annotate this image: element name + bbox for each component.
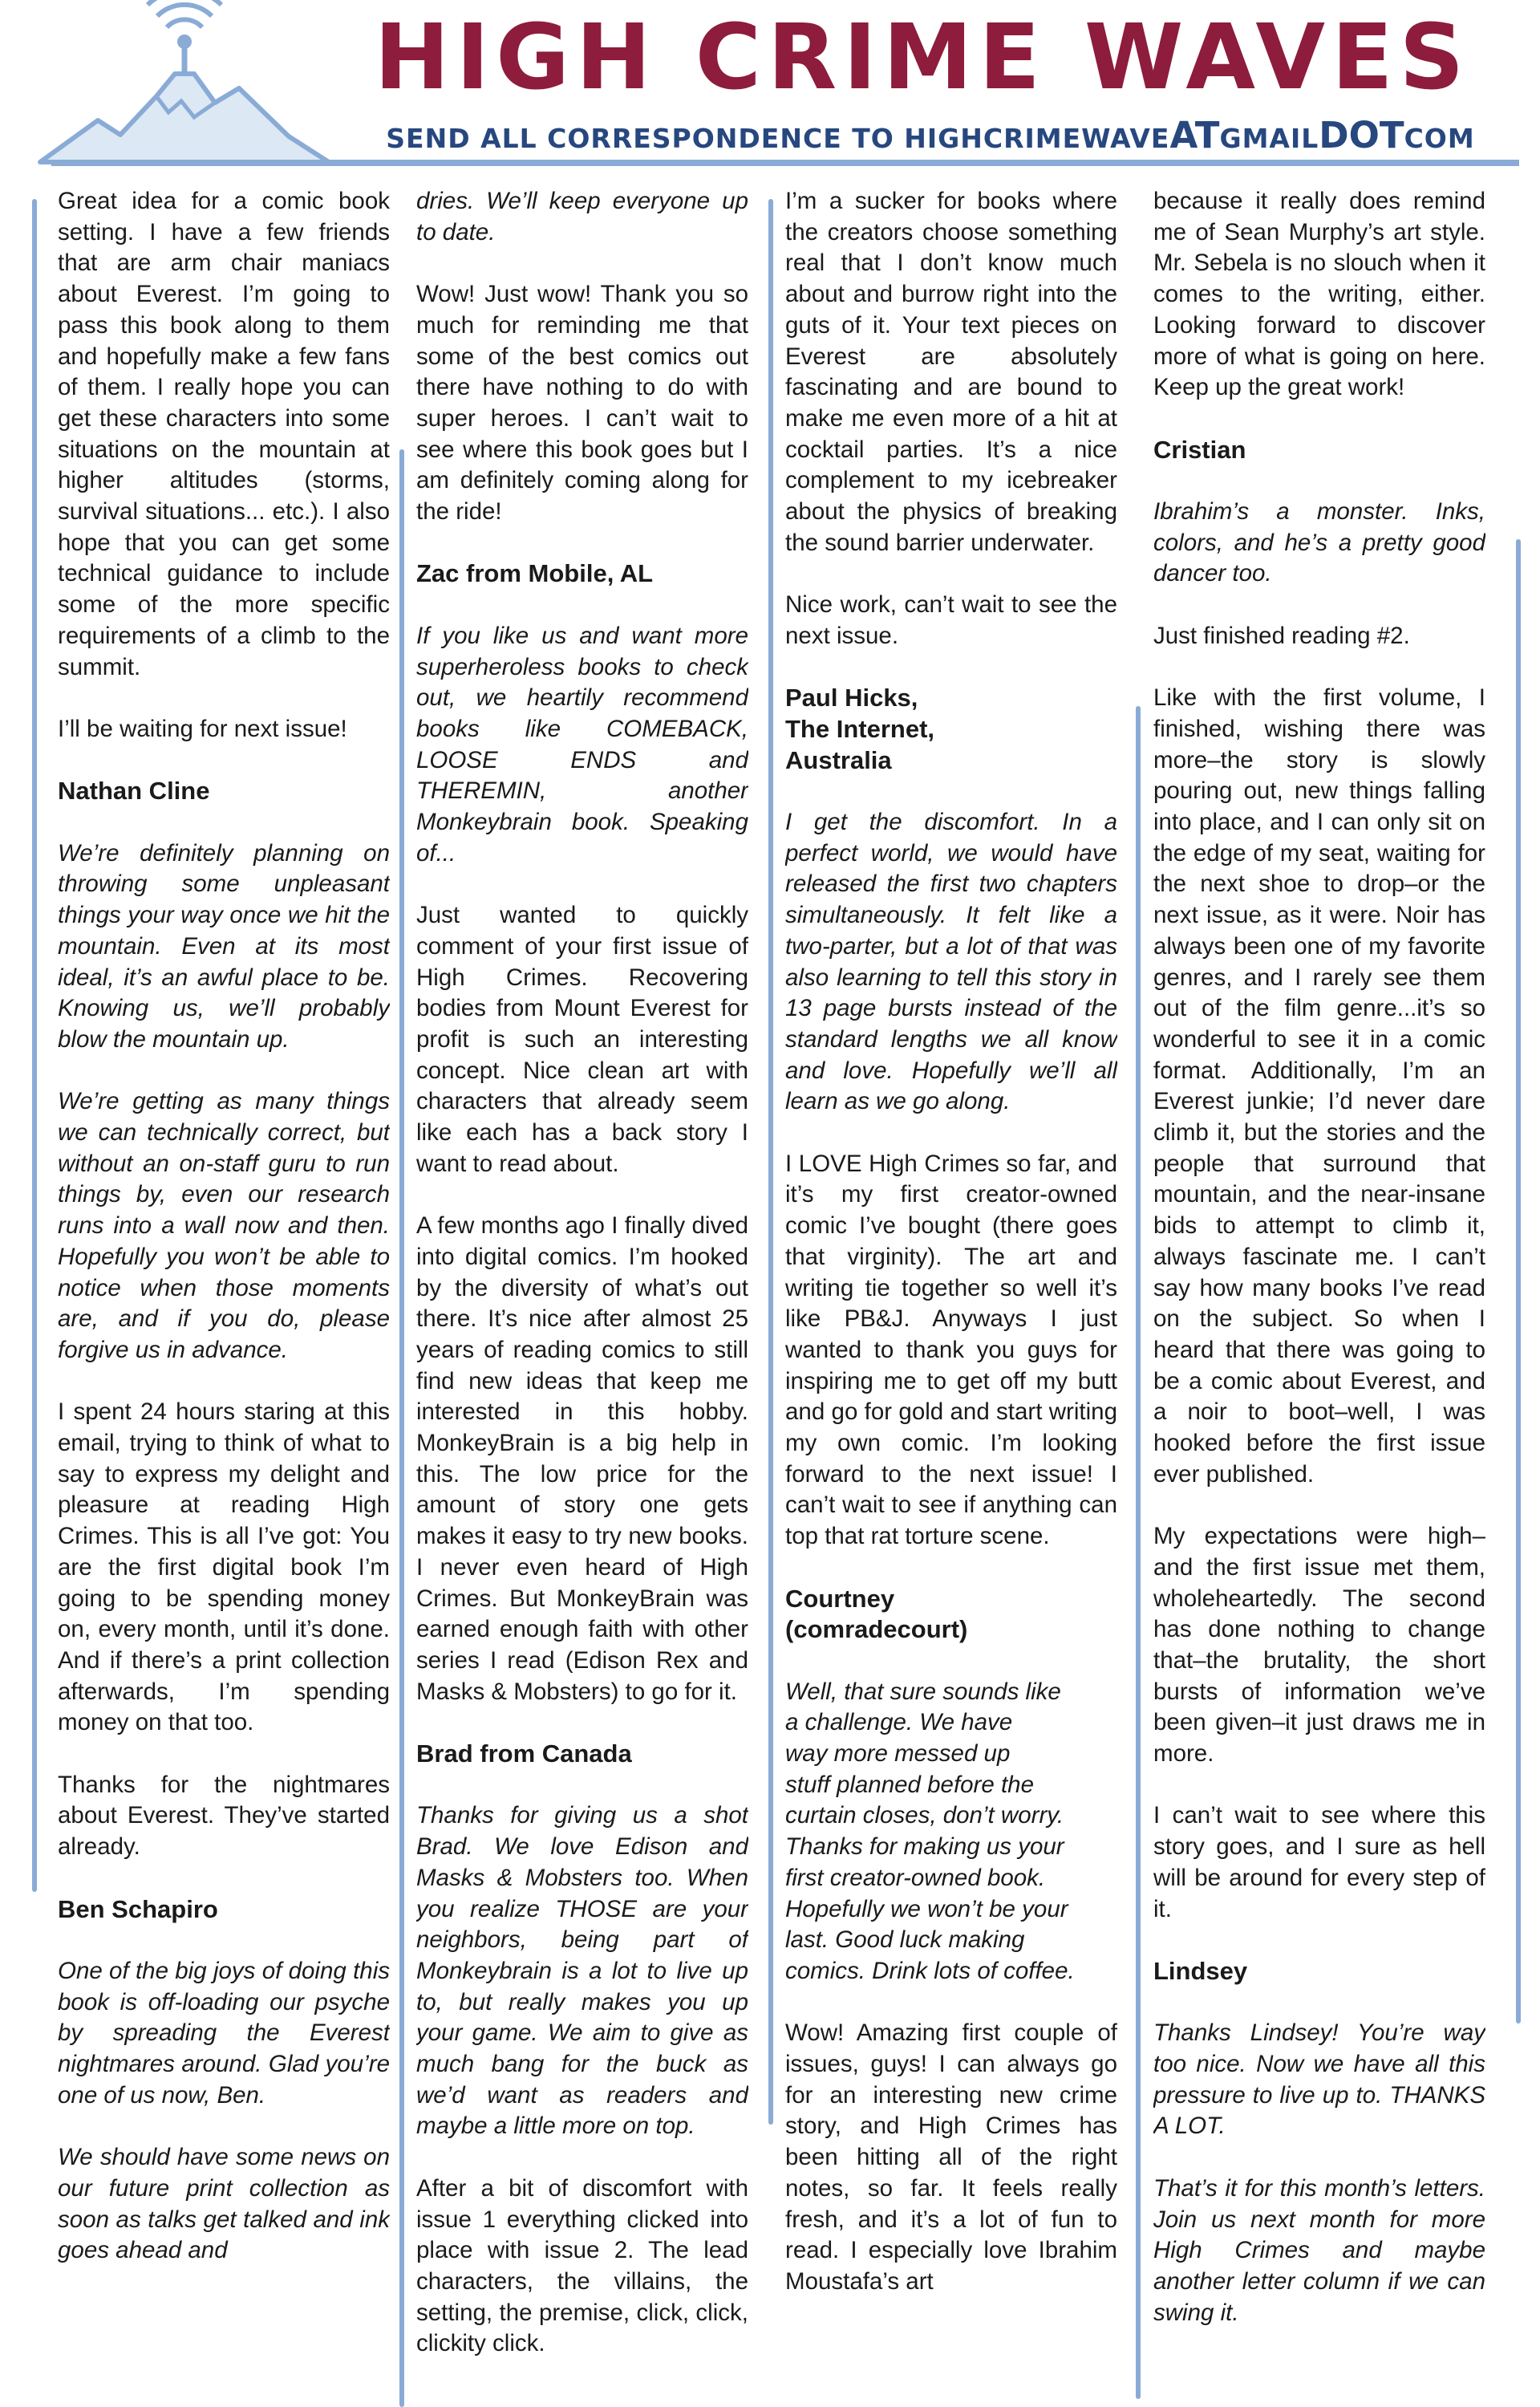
letter-author: Nathan Cline — [58, 777, 210, 806]
letter-text: Great idea for a comic book setting. I have a few friends that are arm chair maniacs about Everest. I’m going to pass this book along to them and hopefully make a few fans of them. I really hope you can get these characters into some situations on the mountain at higher altitudes (storms, survival situations... etc.). I also hope that you can get some technical guidance to include some of the more specific requirements of a climb to the summit. — [58, 188, 390, 680]
reply-line: last. Good luck making — [785, 1926, 1025, 1954]
letters-column-4 — [1153, 186, 1485, 2393]
tagline-text: SEND ALL CORRESPONDENCE TO HIGHCRIMEWAVE — [386, 123, 1170, 154]
letter-author — [785, 1584, 1117, 1646]
reply-line: stuff planned before the — [785, 1771, 1034, 1798]
letter-author: Zac from Mobile, AL — [416, 559, 654, 588]
letters-column-2 — [416, 186, 748, 2393]
letter-text: A few months ago I finally dived into digital comics. I’m hooked by the diversity of what’s out there. It’s nice after almost 25 years of reading comics to still find new ideas that keep me interested in this hobby. MonkeyBrain is a big help in this. The low price for the amount of story one gets makes it easy to try new books. I never even heard of High Crimes. But MonkeyBrain was earned enough faith with other series I read (Edison Rex and Masks & Mobsters) to go for it. — [416, 1212, 748, 1705]
page-title: HIGH CRIME WAVES — [374, 6, 1471, 110]
reply-line: Well, that sure sounds like — [785, 1678, 1061, 1705]
letter-text: I LOVE High Crimes so far, and it’s my first creator-owned comic I’ve bought (there goes that virginity). The art and writing tie together so well it’s like PB&J. Anyways I just wanted to thank you guys for inspiring me to get off my butt and go for gold and start writing my own comic. I’m looking forward to the next issue! I can’t wait to see if anything can top that rat torture scene. — [785, 1150, 1117, 1550]
letters-column-3 — [785, 186, 1117, 2393]
tagline-at: AT — [1169, 114, 1220, 156]
letter-text: Like with the first volume, I finished, wishing there was more–the story is slowly pouring out, new things falling into place, and I can only sit on the edge of my seat, waiting for the next shoe to drop–or the next issue, as it were. Noir has always been one of my favorite genres, and I rarely see them out of the film genre...it’s so wonderful to see it in a comic format. Additionally, I’m an Everest junkie; I’d never dare climb it, but the stories and the people that surround that mountain, and the near-insane bids to attempt to climb it, always fascinate me. I can’t say how many books I’ve read on the subject. So when I heard that there was going to be a comic about Everest, and a noir to boot–well, I was hooked before the first issue ever published. — [1153, 684, 1485, 1488]
letter-text: Wow! Just wow! Thank you so much for reminding me that some of the best comics out there have nothing to do with super heroes. I can’t wait to see where this book goes but I am definitely coming along for the ride! — [416, 281, 748, 526]
letter-text: because it really does remind me of Sean Murphy’s art style. Mr. Sebela is no slouch when it comes to the writing, either. Looking forward to discover more of what is going on here. Keep up the great work! — [1153, 188, 1485, 401]
editor-reply: Ibrahim’s a monster. Inks, colors, and he’s a pretty good dancer too. — [1153, 498, 1485, 587]
editor-reply: That’s it for this month’s letters. Join us next month for more High Crimes and maybe another letter column if we can swing it. — [1153, 2174, 1485, 2326]
reply-line: first creator-owned book. — [785, 1864, 1046, 1891]
column-divider — [399, 449, 404, 2407]
author-line: Australia — [785, 745, 892, 774]
author-line: (comradecourt) — [785, 1615, 968, 1644]
editor-reply: We’re definitely planning on throwing some unpleasant things your way once we hit the mountain. Even at its most ideal, it’s an awful place to be. Knowing us, we’ll probably blow the mountain up. — [58, 839, 390, 1053]
reply-line: way more messed up — [785, 1740, 1011, 1768]
author-line: Paul Hicks, — [785, 684, 918, 712]
editor-reply: We should have some news on our future print collection as soon as talks get talked and ink goes ahead and — [58, 2144, 390, 2264]
column-divider — [1136, 706, 1141, 2399]
author-line: The Internet, — [785, 714, 935, 743]
header-divider — [51, 157, 1519, 168]
column-divider — [1516, 539, 1521, 2023]
tagline-com: COM — [1404, 123, 1475, 154]
tagline-gmail: GMAIL — [1219, 123, 1319, 154]
editor-reply: One of the big joys of doing this book is off-loading our psyche by spreading the Everest nightmares around. Glad you’re one of us now, Ben. — [58, 1957, 390, 2109]
letter-author: Lindsey — [1153, 1956, 1248, 1985]
letter-text: My expectations were high–and the first issue met them, wholeheartedly. The second has done nothing to change that–the brutality, the short bursts of information we’ve been given–it just draws me in more. — [1153, 1523, 1485, 1768]
editor-reply: Thanks for giving us a shot Brad. We love Edison and Masks & Mobsters too. When you realize THOSE are your neighbors, being part of Monkeybrain is a lot to live up to, but really makes you up your game. We aim to give as much bang for the buck as we’d want as readers and maybe a little more on top. — [416, 1802, 748, 2140]
letter-author: Brad from Canada — [416, 1739, 632, 1768]
letter-author — [785, 683, 1117, 776]
letter-author: Cristian — [1153, 435, 1246, 464]
column-divider — [768, 199, 773, 2125]
mountain-radio-tower-icon — [24, 0, 345, 168]
letter-text: I’ll be waiting for next issue! — [58, 715, 347, 742]
reply-line: curtain closes, don’t worry. — [785, 1802, 1064, 1829]
reply-line: Thanks for making us your — [785, 1833, 1064, 1861]
editor-reply: I get the discomfort. In a perfect world, we would have released the first two chapters simultaneously. It felt like a two-parter, but a lot of that was also learning to tell this story in 13 page bursts instead of the standard lengths we all know and love. Hopefully we’ll all learn as we go along. — [785, 809, 1117, 1115]
letter-text: Just wanted to quickly comment of your first issue of High Crimes. Recovering bodies from Mount Everest for profit is such an interesting concept. Nice clean art with characters that already seem like each has a back story I want to read about. — [416, 902, 748, 1177]
letters-column-1 — [58, 186, 390, 2393]
reply-line: Hopefully we won’t be your — [785, 1895, 1068, 1922]
editor-reply — [785, 1677, 1117, 1987]
letter-author: Ben Schapiro — [58, 1894, 218, 1923]
editor-reply: If you like us and want more superheroless books to check out, we heartily recommend books like COMEBACK, LOOSE ENDS and THEREMIN, another Monkeybrain book. Speaking of... — [416, 622, 748, 867]
reply-line: a challenge. We have — [785, 1709, 1013, 1736]
masthead — [0, 0, 1540, 177]
editor-reply: Thanks Lindsey! You’re way too nice. Now we have all this pressure to live up to. THANKS A LOT. — [1153, 2019, 1485, 2140]
editor-reply: We’re getting as many things we can technically correct, but without an on-staff guru to run things by, even our research runs into a wall now and then. Hopefully you won’t be able to notice when those moments are, and if you do, please forgive us in advance. — [58, 1088, 390, 1363]
letter-text: I can’t wait to see where this story goes, and I sure as hell will be around for every step of it. — [1153, 1802, 1485, 1922]
reply-line: comics. Drink lots of coffee. — [785, 1957, 1075, 1984]
letter-text: Wow! Amazing first couple of issues, guys! I can always go for an interesting new crime story, and High Crimes has been hitting all of the right notes, so far. It feels really fresh, and it’s a lot of fun to read. I especially love Ibrahim Moustafa’s art — [785, 2019, 1117, 2295]
letter-text: Thanks for the nightmares about Everest. They’ve started already. — [58, 1771, 390, 1861]
letter-text: Nice work, can’t wait to see the next issue. — [785, 591, 1117, 649]
letter-text: I spent 24 hours staring at this email, trying to think of what to say to express my delight and pleasure at reading High Crimes. This is all I’ve got: You are the first digital book I’m going to be spending money on, every month, until it’s done. And if there’s a print collection afterwards, I’m spending money on that too. — [58, 1398, 390, 1736]
letter-text: I’m a sucker for books where the creators choose something real that I don’t know much about and burrow right into the guts of it. Your text pieces on Everest are absolutely fascinating and are bound to make me even more of a hit at cocktail parties. It’s a nice complement to my icebreaker about the physics of breaking the sound barrier underwater. — [785, 188, 1117, 556]
column-divider — [32, 199, 37, 1892]
correspondence-line — [345, 116, 1516, 156]
author-line: Courtney — [785, 1584, 895, 1613]
editor-reply: dries. We’ll keep everyone up to date. — [416, 188, 748, 246]
letter-text: After a bit of discomfort with issue 1 everything clicked into place with issue 2. The lead characters, the villains, the setting, the premise, click, click, clickity click. — [416, 2174, 748, 2357]
letter-text: Just finished reading #2. — [1153, 622, 1410, 649]
tagline-dot: DOT — [1319, 114, 1404, 156]
